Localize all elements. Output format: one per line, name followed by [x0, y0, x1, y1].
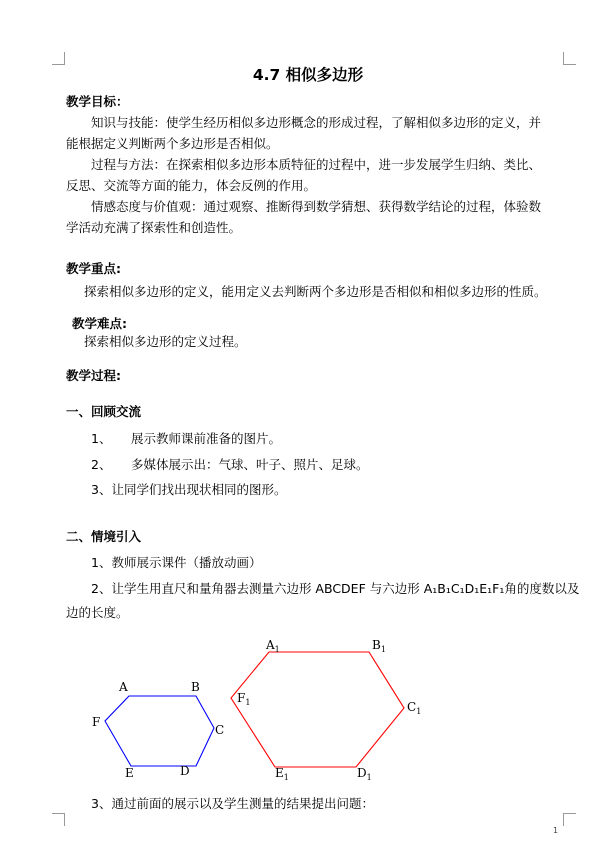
page-title: 4.7 相似多边形: [252, 66, 364, 84]
small-hexagon-label-a: A: [119, 680, 128, 694]
goals-emotion-line2: 学活动充满了探索性和创造性。: [66, 220, 242, 235]
key-points-heading: 教学重点:: [66, 261, 121, 276]
goals-knowledge-line2: 能根据定义判断两个多边形是否相似。: [66, 136, 279, 151]
large-hexagon-label-f1: [237, 691, 250, 707]
svg-text:C1: $C_1$: [407, 700, 422, 716]
large-hexagon: [231, 652, 404, 767]
svg-text:D1: $D_1$: [357, 766, 372, 782]
difficulties-heading: 教学难点:: [72, 316, 127, 331]
svg-text:A1: $A_1$: [266, 638, 280, 654]
goals-process-line2: 反思、交流等方面的能力，体会反例的作用。: [66, 178, 317, 193]
review-item2-number: 2、: [91, 457, 112, 472]
large-hexagon-label-b1: [372, 638, 386, 654]
large-hexagon-label-a1: [265, 638, 280, 654]
intro-item2-line2: 边的长度。: [66, 605, 129, 620]
review-item1-number: 1、: [91, 431, 112, 446]
difficulties-text: 探索相似多边形的定义过程。: [84, 334, 247, 349]
goals-emotion-line1: 情感态度与价值观：通过观察、推断得到数学猜想、获得数学结论的过程，体验数: [91, 199, 542, 214]
small-hexagon-label-d: D: [180, 764, 190, 778]
review-item3: 3、让同学们找出现状相同的图形。: [91, 482, 287, 497]
large-hexagon-label-e1: [275, 766, 289, 782]
large-hexagon-label-d1: [357, 766, 372, 782]
small-hexagon-label-b: B: [191, 680, 200, 694]
intro-item3: 3、通过前面的展示以及学生测量的结果提出问题：: [91, 796, 374, 811]
svg-text:F1: $F_1$: [237, 691, 251, 707]
goals-heading: 教学目标：: [66, 94, 129, 109]
intro-item1: 1、教师展示课件（播放动画）: [91, 555, 262, 570]
review-heading: 一、回顾交流: [66, 404, 142, 419]
large-hexagon-label-c1: [407, 700, 421, 716]
small-hexagon-label-e: E: [125, 766, 134, 780]
svg-text:B1: $B_1$: [372, 638, 386, 654]
process-heading: 教学过程:: [66, 368, 121, 383]
intro-item2-line1: 2、让学生用直尺和量角器去测量六边形 ABCDEF 与六边形 A₁B₁C₁D₁E₁F₁角的度数以及: [91, 581, 580, 596]
review-item1-text: 展示教师课前准备的图片。: [131, 431, 282, 446]
review-item2-text: 多媒体展示出：气球、叶子、照片、足球。: [131, 457, 369, 472]
small-hexagon-label-f: F: [92, 715, 101, 729]
small-hexagon: [105, 696, 214, 766]
key-points-text: 探索相似多边形的定义，能用定义去判断两个多边形是否相似和相似多边形的性质。: [84, 284, 547, 299]
goals-process-line1: 过程与方法：在探索相似多边形本质特征的过程中，进一步发展学生归纳、类比、: [91, 157, 542, 172]
page-number: 1: [553, 826, 559, 835]
goals-knowledge-line1: 知识与技能：使学生经历相似多边形概念的形成过程，了解相似多边形的定义，并: [91, 115, 542, 130]
small-hexagon-label-c: C: [215, 723, 225, 737]
intro-heading: 二、情境引入: [66, 529, 142, 544]
svg-text:E1: $E_1$: [275, 766, 289, 782]
